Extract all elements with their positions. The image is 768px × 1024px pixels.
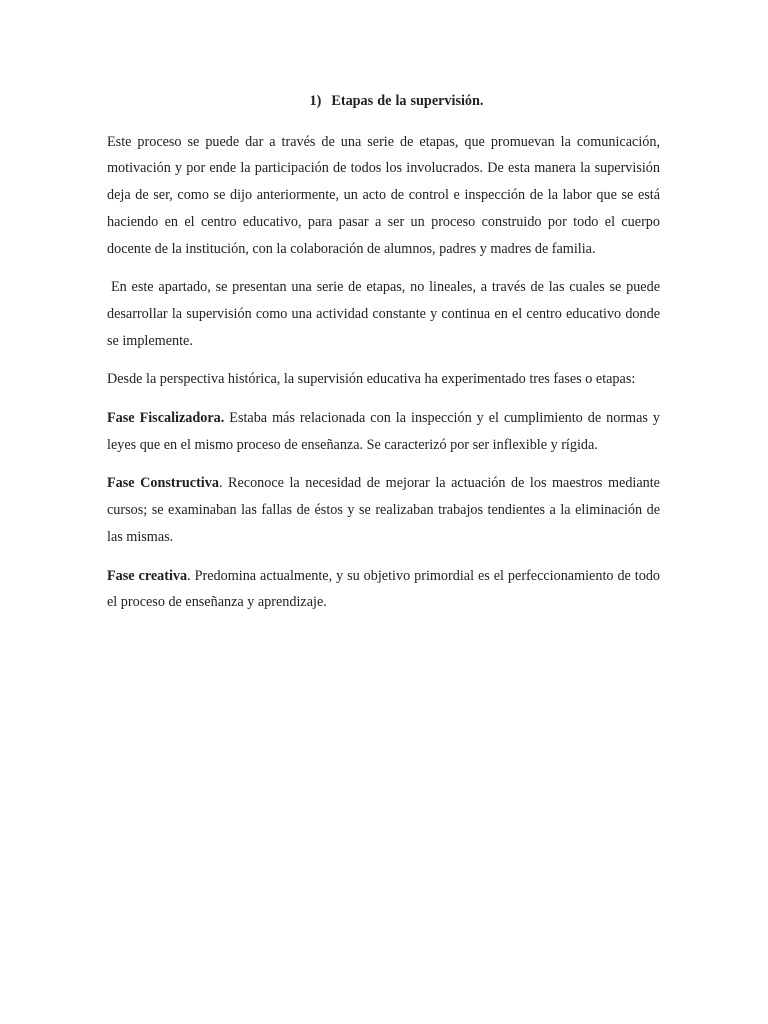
phase-name: Fase Constructiva: [107, 475, 219, 492]
phase-creativa: [107, 563, 660, 616]
phase-description: Estaba más relacionada con la inspección y el cumplimiento de normas y leyes que en el mismo proceso de enseñanza. Se caracterizó por ser inflexible y rígida.: [107, 410, 660, 453]
section-title: Etapas de la supervisión.: [331, 93, 484, 109]
phase-fiscalizadora: [107, 405, 660, 458]
phase-name: Fase Fiscalizadora.: [107, 410, 225, 427]
paragraph-intro: Este proceso se puede dar a través de una serie de etapas, que promuevan la comunicación, motivación y por ende la participación de todos los involucrados. De esta manera la supervisión deja de ser, como se dijo anteriormente, un acto de control e inspección de la labor que se está haciendo en el centro educativo, para pasar a ser un proceso construido por todo el cuerpo docente de la institución, con la colaboración de alumnos, padres y madres de familia.: [107, 133, 660, 257]
section-number: 1): [309, 93, 322, 109]
phase-description: . Reconoce la necesidad de mejorar la actuación de los maestros mediante cursos; se examinaban las fallas de éstos y se realizaban trabajos tendientes a la eliminación de las mismas.: [107, 475, 660, 545]
paragraph-historical: Desde la perspectiva histórica, la supervisión educativa ha experimentado tres fases o etapas:: [107, 371, 636, 388]
phase-name: Fase creativa: [107, 567, 188, 584]
paragraph-stages: En este apartado, se presentan una serie de etapas, no lineales, a través de las cuales se puede desarrollar la supervisión como una actividad constante y continua en el centro educativo donde se implemente.: [107, 279, 660, 349]
phase-description: . Predomina actualmente, y su objetivo primordial es el perfeccionamiento de todo el proceso de enseñanza y aprendizaje.: [107, 567, 661, 611]
document-body: [107, 88, 660, 628]
phase-constructiva: [107, 470, 660, 550]
section-heading: [107, 88, 660, 115]
